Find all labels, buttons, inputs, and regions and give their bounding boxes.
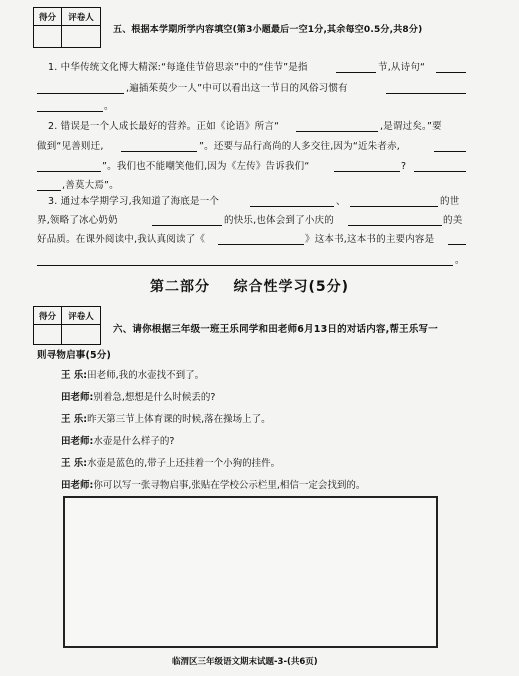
- dialog-line: [61, 369, 365, 391]
- dialog-text: 水壶是蓝色的,带子上还挂着一个小狗的挂件。: [87, 458, 281, 469]
- q3-text-h: 》这本书,这本书的主要内容是: [305, 234, 435, 245]
- score-cell[interactable]: [34, 26, 62, 48]
- q2-blank-zuozhuan-cont[interactable]: [37, 190, 61, 191]
- q3-text-g: 好品质。在课外阅读中,我认真阅读了《: [37, 234, 206, 245]
- dialog-speaker: 王 乐:: [61, 370, 88, 381]
- dialog-list: [61, 369, 365, 501]
- q2-text-b: ,是谓过矣。”要: [380, 121, 442, 132]
- section6-title-line1: 六、请你根据三年级一班王乐同学和田老师6月13日的对话内容,帮王乐写一: [113, 324, 438, 335]
- q3-blank-sea-2[interactable]: [350, 206, 438, 207]
- dialog-speaker: 王 乐:: [61, 458, 88, 469]
- q2-text-a: 2. 错误是一个人成长最好的营养。正如《论语》所言“: [48, 121, 280, 132]
- page-footer: 临渭区三年级语文期末试题-3-(共6页): [172, 657, 318, 667]
- dialog-speaker: 田老师:: [61, 480, 94, 491]
- q1-text-c: ,遍插茱萸少一人”中可以看出这一节日的风俗习惯有: [126, 83, 348, 94]
- dialog-speaker: 田老师:: [61, 392, 94, 403]
- score-label: 得分: [34, 8, 62, 26]
- q3-end: 。: [455, 255, 465, 266]
- score-table-section6: [33, 306, 101, 345]
- score-table-section5: [33, 7, 101, 48]
- answer-box[interactable]: [63, 496, 438, 648]
- part2-heading: 第二部分 综合性学习(5分): [150, 279, 350, 295]
- q2-blank-zuozhuan-2[interactable]: [414, 171, 466, 172]
- q2-blank-zuozhuan[interactable]: [334, 171, 400, 172]
- dialog-text: 水壶是什么样子的?: [93, 436, 175, 447]
- section5-title: 五、根据本学期所学内容填空(第3小题最后一空1分,其余每空0.5分,共8分): [113, 25, 423, 35]
- dialog-line: [61, 391, 365, 413]
- dialog-line: [61, 435, 365, 457]
- q1-blank-custom[interactable]: [386, 93, 466, 94]
- q1-end: 。: [104, 101, 114, 112]
- q2-text-g: ,善莫大焉”。: [62, 180, 119, 191]
- q3-blank-xiaoqing[interactable]: [348, 225, 442, 226]
- q3-blank-bingxin[interactable]: [152, 225, 222, 226]
- dialog-line: [61, 457, 365, 479]
- q2-blank-jinmo[interactable]: [434, 151, 466, 152]
- q2-text-e: ”。我们也不能嘲笑他们,因为《左传》告诉我们“: [102, 161, 310, 172]
- dialog-text: 别着急,想想是什么时候丢的?: [93, 392, 216, 403]
- q1-blank-poem[interactable]: [436, 72, 466, 73]
- q2-text-f: ?: [401, 161, 407, 172]
- grader-cell[interactable]: [62, 26, 101, 48]
- q1-text-a: 1. 中华传统文化博大精深:“每逢佳节倍思亲”中的“佳节”是指: [48, 62, 308, 73]
- q2-blank-lunyu[interactable]: [296, 131, 378, 132]
- grader-label: 评卷人: [62, 8, 101, 26]
- q2-text-c: 做到“见善则迁,: [37, 141, 104, 152]
- dialog-text: 田老师,我的水壶找不到了。: [87, 370, 205, 381]
- q3-text-f: 的美: [443, 215, 463, 226]
- dialog-speaker: 王 乐:: [61, 414, 88, 425]
- score-label: 得分: [34, 307, 62, 325]
- section6-title-line2: 则寻物启事(5分): [37, 350, 112, 361]
- dialog-text: 你可以写一张寻物启事,张贴在学校公示栏里,相信一定会找到的。: [93, 480, 366, 491]
- q1-blank-custom-cont[interactable]: [37, 111, 103, 112]
- q3-blank-book[interactable]: [218, 244, 304, 245]
- q3-blank-content[interactable]: [448, 244, 466, 245]
- q3-blank-sea-1[interactable]: [250, 206, 334, 207]
- grader-label: 评卷人: [62, 307, 101, 325]
- dialog-text: 昨天第三节上体育课的时候,落在操场上了。: [87, 414, 271, 425]
- q3-blank-content-cont[interactable]: [37, 265, 453, 266]
- q3-text-b: 、: [336, 196, 346, 207]
- grader-cell[interactable]: [62, 325, 101, 345]
- q2-blank-jinmo-cont[interactable]: [37, 171, 101, 172]
- q3-text-c: 的世: [440, 196, 460, 207]
- q2-blank-guo[interactable]: [121, 151, 197, 152]
- q1-blank-poem-cont[interactable]: [37, 93, 124, 94]
- q3-text-a: 3. 通过本学期学习,我知道了海底是一个: [48, 196, 220, 207]
- q1-blank-festival[interactable]: [336, 72, 376, 73]
- q2-text-d: ”。还要与品行高尚的人多交往,因为“近朱者赤,: [199, 141, 400, 152]
- score-cell[interactable]: [34, 325, 62, 345]
- dialog-speaker: 田老师:: [61, 436, 94, 447]
- q3-text-e: 的快乐,也体会到了小庆的: [224, 215, 334, 226]
- dialog-line: [61, 413, 365, 435]
- q1-text-b: 节,从诗句“: [378, 62, 426, 73]
- q3-text-d: 界,领略了冰心奶奶: [37, 215, 118, 226]
